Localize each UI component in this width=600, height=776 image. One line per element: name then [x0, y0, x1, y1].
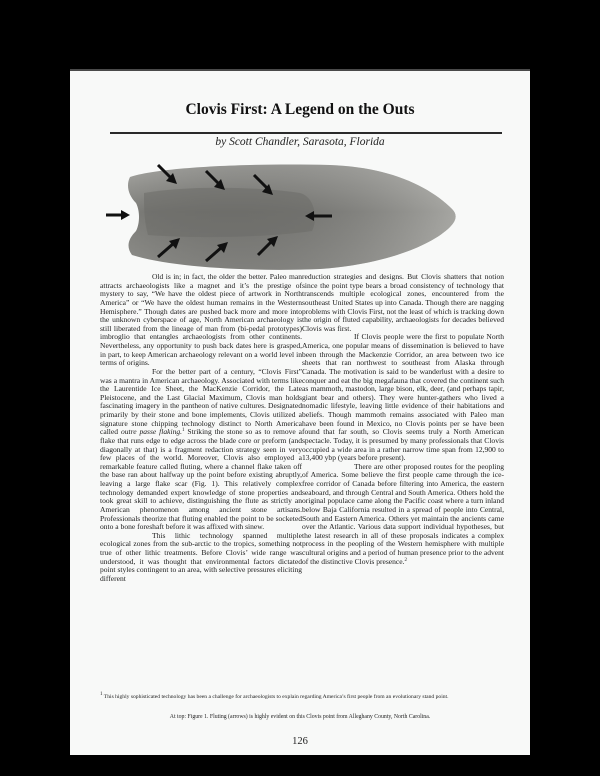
right-column — [302, 273, 504, 566]
italic-term: outre passe flaking. — [120, 427, 182, 437]
footnote-ref[interactable]: 1 — [182, 428, 185, 434]
article-byline: by Scott Chandler, Sarasota, Florida — [215, 136, 385, 148]
paragraph: There are other proposed routes for the peopling of America. Some believe the first people came through the ice-free corridor of Canada before filtering into America, the eastern seaboard, and through Central and South America. Others hold the original populace came along the Pacific coast where a turn inland below Baja California resulted in a spread of people into Central, South and Eastern America. Others yet maintain the ancients came over the Atlantic. Various data support individual hypotheses, but the latest research in all of these proposals indicates a complex process in the peopling of the Western hemisphere with multiple cultural origins and a period of human presence prior to the advent of the distinctive Clovis presence.$^2$ — [302, 461, 504, 566]
article-title: Clovis First: A Legend on the Outs — [185, 101, 415, 118]
arrow-icon — [106, 210, 130, 220]
footnote-marker: 1 — [100, 692, 103, 697]
paragraph: Old is in; in fact, the older the better. Paleo man attracts archaeologists like a magnet and it’s the prestige of mystery to say, “We have the oldest piece of artwork in North America” or “We have the oldest human remains in the Western Hemisphere.” Though dates are pushed back more and more into the unknown cyberspace of age, North American archaeology is still liberated from the lineage of man from (bi-pedal prototypes) imbroglio that entangles archaeologists from other continents. Nevertheless, any opportunity to push back dates here is grasped, in part, to keep American archaeology relevant on a world level in terms of origins. — [100, 272, 302, 368]
paragraph: For the better part of a century, “Clovis First” was a mantra in American archaeology. Associated with terms like the Laurentide Ice Sheet, the MacKenzie Corridor, the Late Pleistocene, and the Last Glacial Maximum, Clovis man holds fascinating imagery in the pantheon of native cultures. Designated primarily by their stone and bone implements, Clovis utilized a signature stone chipping technology distinct to North America called outre passe flaking.$^1$ Striking the stone so as to remove a flake that runs edge to edge across the blade core or preform (and diagonally at that) is a fragment redaction strategy seen in very few places of the world. Moreover, Clovis also employed a remarkable feature called fluting, where a channel flake taken off the base ran about halfway up the point before existing abruptly, leaving a large flake scar (Fig. 1). This relatively complex technology demanded expert knowledge of stone properties and took great skill to achieve, distinguishing the flute as strictly an American phenomenon among ancient stone artisans. Professionals theorize that fluting enabled the point to be socketed onto a bone foreshaft before it was affixed with sinew. — [100, 366, 302, 532]
paragraph: If Clovis people were the first to populate North America, one popular means of dissemination is believed to have been through the Mackenzie Corridor, an area between two ice sheets that ran northwest to southeast from Alaska through Canada. The motivation is said to be wanderlust with a desire to conquer and eat the big megafauna that covered the continent such as mammoth, mastodon, large bison, elk, deer, (and perhaps tapir, giant bear and others). They were hunter-gathers who lived a nomadic lifestyle, leaving little evidence of their habitations and beliefs. Though mammoth remains associated with Paleo man have been found in Mexico, no Clovis points per se have been found that far south, so Clovis seems truly a North American spectacle. Today, it is presumed by many professionals that Clovis occupied a wide area in a rather narrow time span from 12,900 to 13,400 ybp (years before present). — [302, 332, 504, 463]
left-column — [100, 273, 302, 584]
clovis-point-image — [128, 165, 456, 270]
paragraph: This lithic technology spanned multiple ecological zones from the sub-arctic to the tropics, something not true of other lithic treatments. Before Clovis’ wide range was understood, it was thought that environmental factors dictated point styles contingent to an area, with selective pressures eliciting different — [100, 530, 302, 583]
figure-caption: At top: Figure 1. Fluting (arrows) is highly evident on this Clovis point from Alleghany County, North Carolina. — [169, 714, 431, 720]
paragraph: reduction strategies and designs. But Clovis shatters that notion since the point type bears a broad consistency of technology that transcends multiple ecological zones, encountered from the southeast United States up into Canada. Though there are nagging problems with Clovis First, not the least of which is tracking down the origin of fluted capability, archaeologists for decades believed Clovis was first. — [302, 272, 504, 333]
document-page — [70, 69, 530, 755]
title-rule — [110, 132, 502, 134]
clovis-point-figure — [100, 157, 480, 275]
footnote-ref[interactable]: 2 — [404, 557, 407, 563]
page-number: 126 — [292, 736, 308, 747]
footnote: $^1$ This highly sophisticated technology has been a challenge for archaeologists to explain regarding America’s first people from an evolutionary stand point. — [100, 692, 449, 700]
